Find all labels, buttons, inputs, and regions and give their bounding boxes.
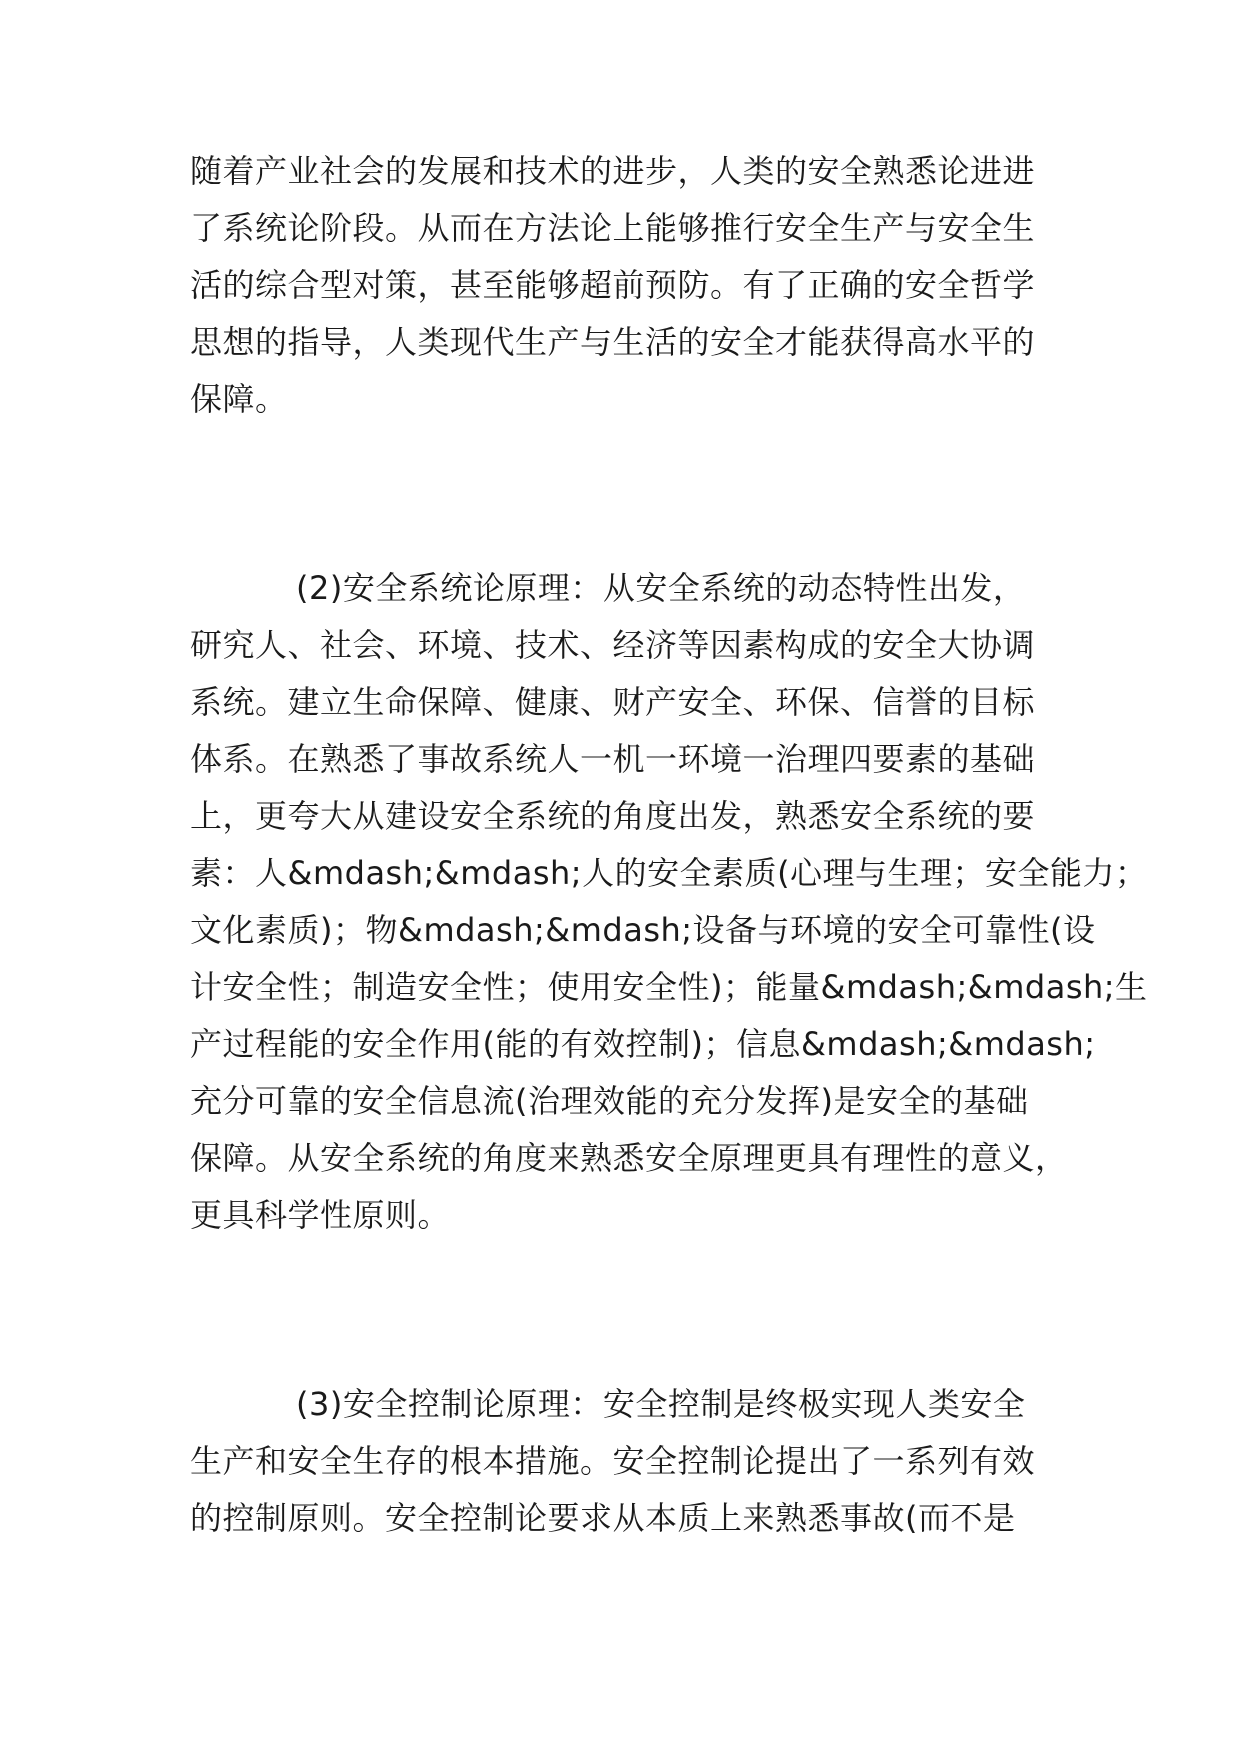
paragraph-1-line: 活的综合型对策，甚至能够超前预防。有了正确的安全哲学 [190,266,1036,304]
paragraph-2-line: 更具科学性原则。 [190,1196,451,1234]
paragraph-2-line: 上，更夸大从建设安全系统的角度出发，熟悉安全系统的要 [190,797,1036,835]
paragraph-1-line: 随着产业社会的发展和技术的进步，人类的安全熟悉论进进 [190,152,1036,190]
paragraph-2-line: 文化素质)；物&mdash;&mdash;设备与环境的安全可靠性(设 [190,911,1096,949]
paragraph-2-line: 素：人&mdash;&mdash;人的安全素质(心理与生理；安全能力； [190,854,1148,892]
paragraph-2-line: 产过程能的安全作用(能的有效控制)；信息&mdash;&mdash; [190,1025,1096,1063]
paragraph-2-line: 体系。在熟悉了事故系统人一机一环境一治理四要素的基础 [190,740,1036,778]
paragraph-1-line: 了系统论阶段。从而在方法论上能够推行安全生产与安全生 [190,209,1036,247]
paragraph-2-line: 充分可靠的安全信息流(治理效能的充分发挥)是安全的基础 [190,1082,1029,1120]
paragraph-2-line: (2)安全系统论原理：从安全系统的动态特性出发， [296,569,1026,607]
paragraph-3-line: 生产和安全生存的根本措施。安全控制论提出了一系列有效 [190,1442,1036,1480]
paragraph-2-line: 保障。从安全系统的角度来熟悉安全原理更具有理性的意义， [190,1139,1068,1177]
paragraph-2-line: 计安全性；制造安全性；使用安全性)；能量&mdash;&mdash;生 [190,968,1148,1006]
paragraph-3-line: (3)安全控制论原理：安全控制是终极实现人类安全 [296,1385,1026,1423]
paragraph-2-line: 研究人、社会、环境、技术、经济等因素构成的安全大协调 [190,626,1036,664]
paragraph-1-line: 保障。 [190,380,288,418]
paragraph-1-line: 思想的指导，人类现代生产与生活的安全才能获得高水平的 [190,323,1036,361]
paragraph-2-line: 系统。建立生命保障、健康、财产安全、环保、信誉的目标 [190,683,1036,721]
paragraph-3-line: 的控制原则。安全控制论要求从本质上来熟悉事故(而不是 [190,1499,1016,1537]
